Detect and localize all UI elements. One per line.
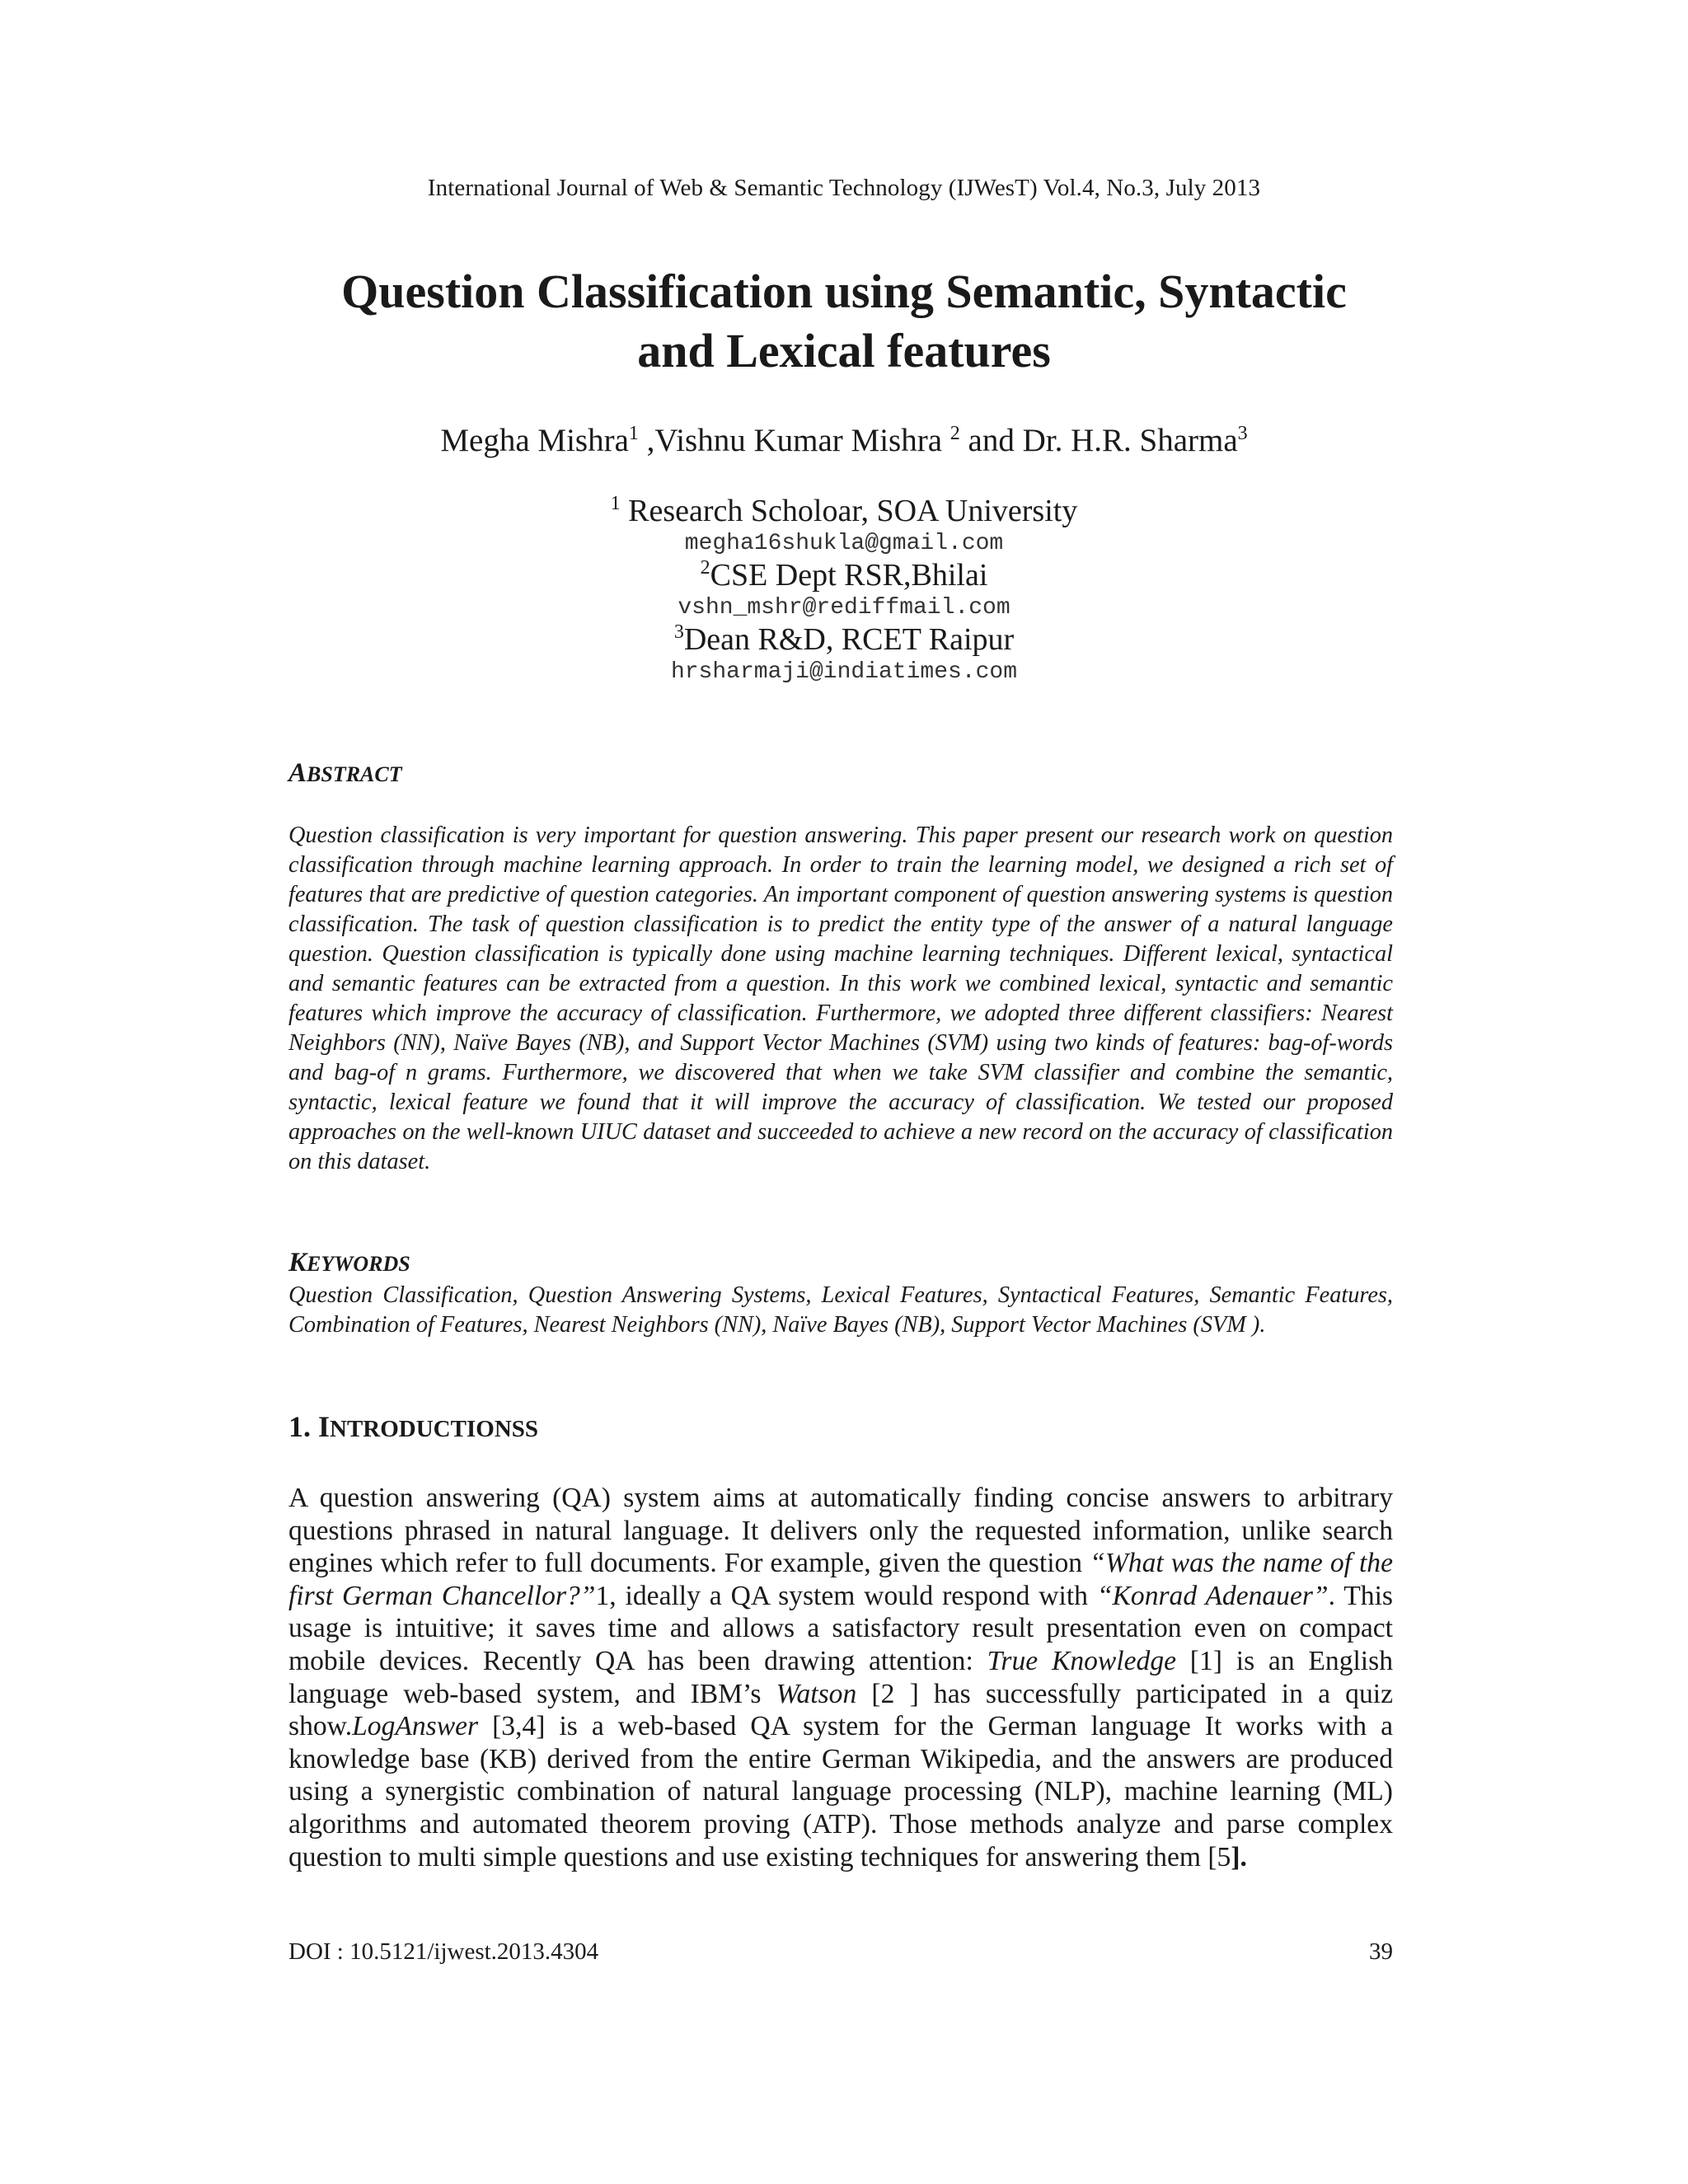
- keywords-text: Question Classification, Question Answering Systems, Lexical Features, Syntactical Features, Semantic Features, Combination of Features, Nearest Neighbors (NN), Naïve Bayes (NB), Support Vector Machines (SVM ).: [288, 1282, 1393, 1338]
- abstract-heading-initial: A: [288, 758, 307, 788]
- introduction-heading-rest: NTRODUCTIONSS: [330, 1416, 539, 1442]
- intro-text-c: . This usage is intuitive; it saves time and allows a satisfactory result presentation even on compact mobile devices. Recently QA has been drawing attention:: [288, 1580, 1393, 1676]
- keywords-heading-rest: EYWORDS: [307, 1252, 410, 1276]
- abstract-heading: [288, 758, 402, 789]
- author-2-name: ,Vishnu Kumar Mishra: [638, 423, 950, 458]
- intro-text-a: A question answering (QA) system aims at automatically finding concise answers to arbitrary questions phrased in natural language. It delivers only the requested information, unlike search engines which refer to full documents. For example, given the question: [288, 1483, 1393, 1579]
- intro-loganswer: LogAnswer: [352, 1711, 479, 1742]
- affiliation-3-text: Dean R&D, RCET Raipur: [683, 622, 1015, 657]
- keywords-heading: [288, 1248, 410, 1278]
- affiliation-2: [0, 557, 1688, 593]
- abstract-text: Question classification is very important for question answering. This paper present our research work on question classification through machine learning approach. In order to train the learning model, we designed a rich set of features that are predictive of question categories. An important component of question answering systems is question classification. The task of question classification is to predict the entity type of the answer of a natural language question. Question classification is typically done using machine learning techniques. Different lexical, syntactical and semantic features can be extracted from a question. In this work we combined lexical, syntactic and semantic features which improve the accuracy of classification. Furthermore, we adopted three different classifiers: Nearest Neighbors (NN), Naïve Bayes (NB), and Support Vector Machines (SVM) using two kinds of features: bag-of-words and bag-of n grams. Furthermore, we discovered that when we take SVM classifier and combine the semantic, syntactic, lexical feature we found that it will improve the accuracy of classification. We tested our proposed approaches on the well-known UIUC dataset and succeeded to achieve a new record on the accuracy of classification on this dataset.: [288, 823, 1393, 1174]
- keywords-heading-initial: K: [288, 1248, 307, 1277]
- affiliation-2-text: CSE Dept RSR,Bhilai: [710, 558, 988, 593]
- journal-header: International Journal of Web & Semantic Technology (IJWesT) Vol.4, No.3, July 2013: [427, 175, 1261, 201]
- affiliation-1-text: Research Scholoar, SOA University: [620, 494, 1078, 528]
- affiliation-1-email: megha16shukla@gmail.com: [684, 531, 1004, 556]
- affiliation-2-sup: 2: [700, 557, 710, 579]
- affiliation-1-sup: 1: [610, 493, 621, 514]
- author-3-name: and Dr. H.R. Sharma: [959, 423, 1238, 458]
- abstract-heading-rest: BSTRACT: [307, 762, 402, 786]
- intro-text-f: [3,4] is a web-based QA system for the German language It works with a knowledge base (KB) derived from the entire German Wikipedia, and the answers are produced using a synergistic combination of natural language processing (NLP), machine learning (ML) algorithms and automated theorem proving (ATP). Those methods analyze and parse complex question to multi simple questions and use existing techniques for answering them [5: [288, 1711, 1393, 1872]
- author-3-sup: 3: [1237, 423, 1248, 444]
- intro-question-quote: “What was the name of the first German Chancellor?”: [288, 1548, 1393, 1611]
- intro-text-b: 1, ideally a QA system would respond with: [595, 1580, 1097, 1611]
- footer-doi: DOI : 10.5121/ijwest.2013.4304: [288, 1938, 599, 1965]
- affiliation-3-email: hrsharmaji@indiatimes.com: [670, 659, 1018, 685]
- title-line-1: Question Classification using Semantic, Syntactic: [341, 265, 1347, 318]
- page-number: 39: [1369, 1938, 1393, 1965]
- author-list: [0, 422, 1688, 459]
- intro-text-e: [2 ] has successfully participated in a quiz show.: [288, 1678, 1393, 1742]
- affiliation-3: [0, 621, 1688, 658]
- author-1-sup: 1: [628, 423, 639, 444]
- introduction-heading: [288, 1409, 538, 1444]
- affiliation-1: [0, 493, 1688, 529]
- intro-true-knowledge: True Knowledge: [987, 1645, 1177, 1676]
- introduction-heading-number: 1. I: [288, 1410, 331, 1443]
- affiliation-3-sup: 3: [673, 621, 684, 643]
- author-1-name: Megha Mishra: [440, 423, 629, 458]
- introduction-paragraph: [288, 1482, 1393, 1873]
- affiliation-2-email: vshn_mshr@rediffmail.com: [678, 595, 1010, 621]
- intro-text-d: [1] is an English language web-based system, and IBM’s: [288, 1645, 1393, 1709]
- title-line-2: and Lexical features: [637, 324, 1051, 377]
- intro-watson: Watson: [776, 1678, 857, 1709]
- author-2-sup: 2: [950, 423, 960, 444]
- paper-title: [247, 262, 1441, 381]
- intro-answer-quote: “Konrad Adenauer”: [1096, 1580, 1329, 1611]
- intro-text-g: ].: [1231, 1841, 1247, 1872]
